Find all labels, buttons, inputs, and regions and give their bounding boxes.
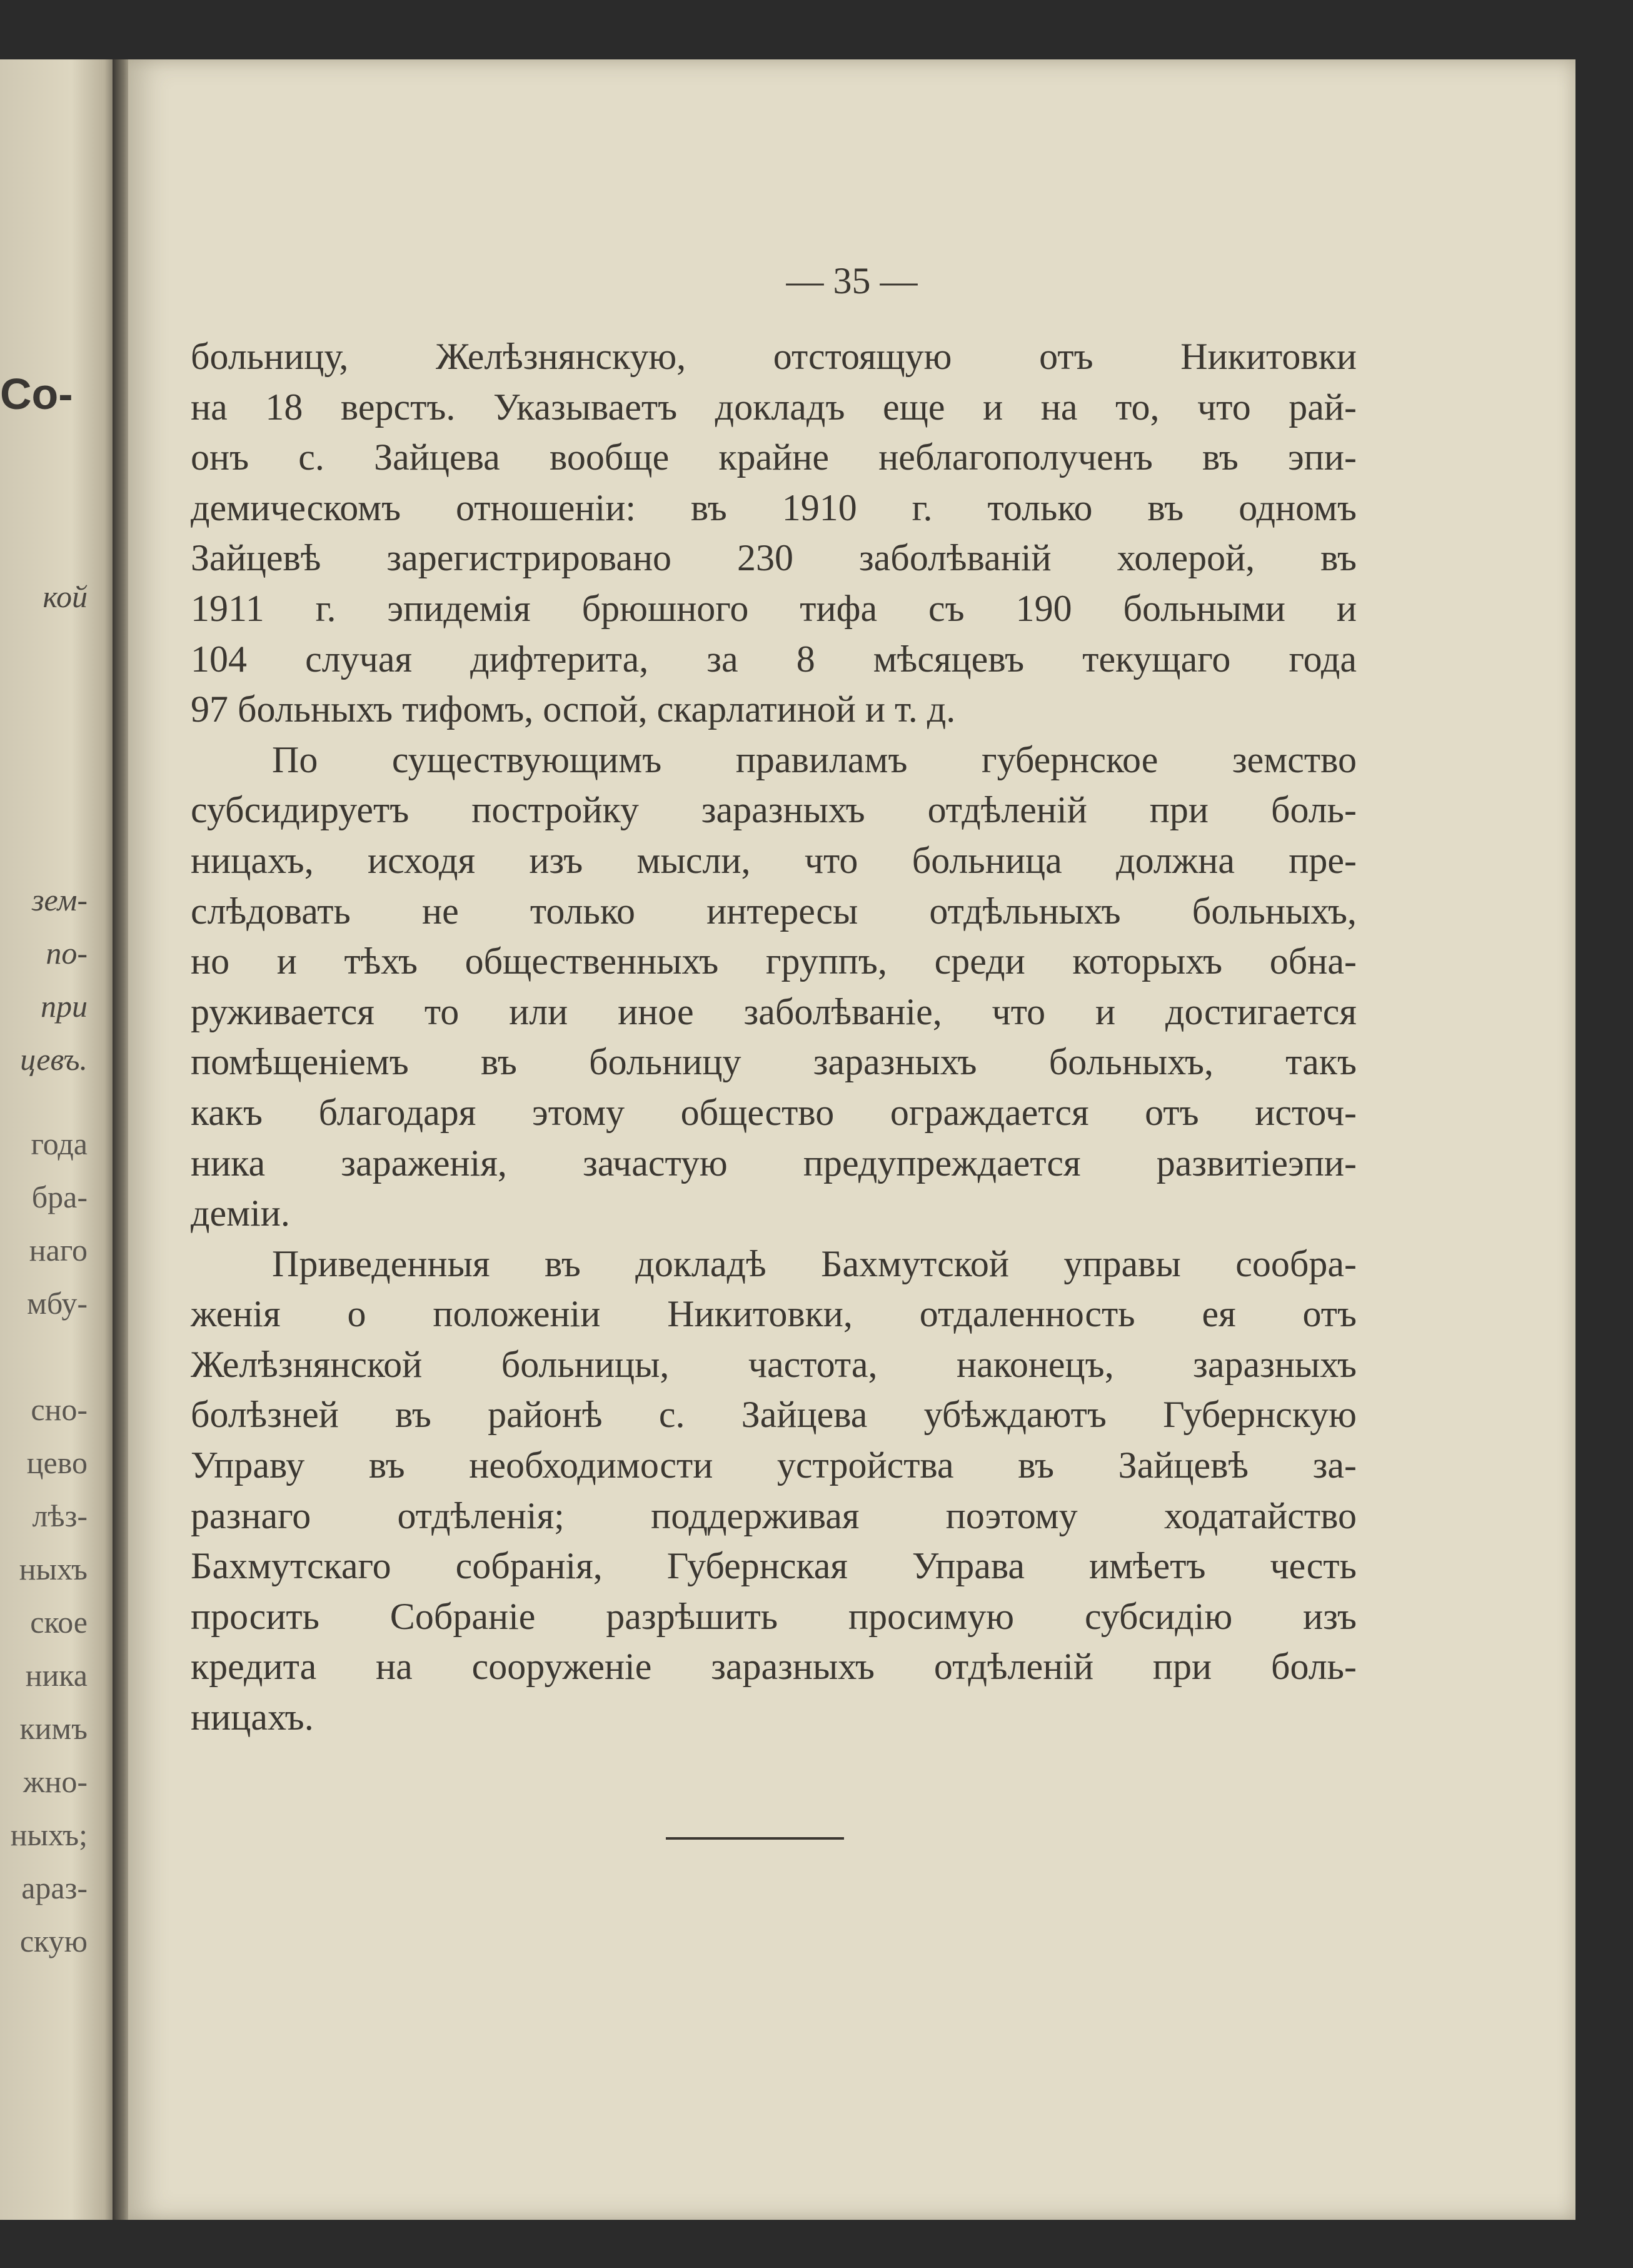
- text-line: Приведенныя въ докладѣ Бахмутской управы сообра-: [272, 1242, 1357, 1284]
- text-line: демическомъ отношеніи: въ 1910 г. только въ одномъ: [191, 486, 1357, 528]
- left-page-text-fragment: жно-: [23, 1764, 88, 1799]
- left-page-text-fragment: скую: [19, 1923, 88, 1958]
- text-line: кредита на сооруженіе заразныхъ отдѣленій при боль-: [191, 1646, 1357, 1688]
- text-line: женія о положеніи Никитовки, отдаленность ея отъ: [191, 1293, 1357, 1335]
- text-line: ницахъ, исходя изъ мысли, что больница должна пре-: [191, 839, 1357, 881]
- text-line: помѣщеніемъ въ больницу заразныхъ больныхъ, такъ: [191, 1041, 1357, 1083]
- left-page-text-fragment: бра-: [31, 1179, 88, 1214]
- text-line: разнаго отдѣленія; поддерживая поэтому ходатайство: [191, 1494, 1357, 1536]
- text-line: какъ благодаря этому общество ограждается отъ источ-: [191, 1091, 1357, 1133]
- text-line: субсидируетъ постройку заразныхъ отдѣленій при боль-: [191, 789, 1357, 831]
- text-line: просить Собраніе разрѣшить просимую субсидію изъ: [191, 1595, 1357, 1637]
- left-page-text-fragment: мбу-: [27, 1286, 88, 1321]
- left-page-text-fragment: зем-: [31, 882, 88, 917]
- text-line: 104 случая дифтерита, за 8 мѣсяцевъ текущаго года: [191, 638, 1357, 680]
- left-page-text-fragment: кимъ: [19, 1711, 88, 1746]
- text-line: Бахмутскаго собранія, Губернская Управа имѣетъ честь: [191, 1545, 1357, 1587]
- left-page-text-fragment: цево: [26, 1445, 88, 1480]
- text-line: на 18 верстъ. Указываетъ докладъ еще и на то, что рай-: [191, 386, 1357, 428]
- left-page-text-fragment: араз-: [21, 1870, 88, 1905]
- text-line: деміи.: [191, 1192, 290, 1234]
- text-line: По существующимъ правиламъ губернское земство: [272, 738, 1357, 780]
- text-line: руживается то или иное заболѣваніе, что и достигается: [191, 990, 1357, 1032]
- left-page-text-fragment: Со-: [0, 370, 73, 418]
- left-page-text-fragment: ское: [30, 1605, 88, 1640]
- left-page-text-fragment: по-: [46, 935, 88, 970]
- section-divider: [666, 1837, 844, 1840]
- page-body: [191, 331, 1357, 1743]
- left-page-fragment: [0, 59, 119, 2220]
- text-line: болѣзней въ районѣ с. Зайцева убѣждаютъ Губернскую: [191, 1394, 1357, 1436]
- left-page-text-fragment: кой: [43, 579, 88, 614]
- text-line: ницахъ.: [191, 1696, 314, 1738]
- left-page-text-fragment: цевъ.: [20, 1042, 88, 1077]
- left-page-text-fragment: ныхъ;: [10, 1817, 88, 1852]
- text-line: Управу въ необходимости устройства въ Зайцевѣ за-: [191, 1444, 1357, 1486]
- text-line: больницу, Желѣзнянскую, отстоящую отъ Никитовки: [191, 336, 1357, 377]
- left-page-text-fragment: лѣз-: [32, 1498, 88, 1533]
- left-page-text-fragment: ныхъ: [19, 1551, 88, 1586]
- text-line: ника зараженія, зачастую предупреждается развитіеэпи-: [191, 1142, 1357, 1184]
- text-line: онъ с. Зайцева вообще крайне неблагополученъ въ эпи-: [191, 436, 1357, 478]
- text-line: Желѣзнянской больницы, частота, наконецъ, заразныхъ: [191, 1343, 1357, 1385]
- text-line: но и тѣхъ общественныхъ группъ, среди которыхъ обна-: [191, 940, 1357, 982]
- text-line: 97 больныхъ тифомъ, оспой, скарлатиной и т. д.: [191, 688, 956, 730]
- left-page-text-fragment: наго: [29, 1232, 88, 1268]
- text-line: слѣдовать не только интересы отдѣльныхъ больныхъ,: [191, 890, 1357, 932]
- left-page-text-fragment: сно-: [31, 1392, 88, 1427]
- text-line: Зайцевѣ зарегистрировано 230 заболѣваній холерой, въ: [191, 537, 1357, 579]
- page-number: — 35 —: [786, 260, 918, 301]
- left-page-text-fragment: при: [41, 989, 88, 1024]
- book-page: [128, 59, 1575, 2220]
- left-page-text-fragment: ника: [25, 1658, 88, 1693]
- left-page-text-fragment: года: [31, 1126, 88, 1161]
- text-line: 1911 г. эпидемія брюшного тифа съ 190 больными и: [191, 587, 1357, 629]
